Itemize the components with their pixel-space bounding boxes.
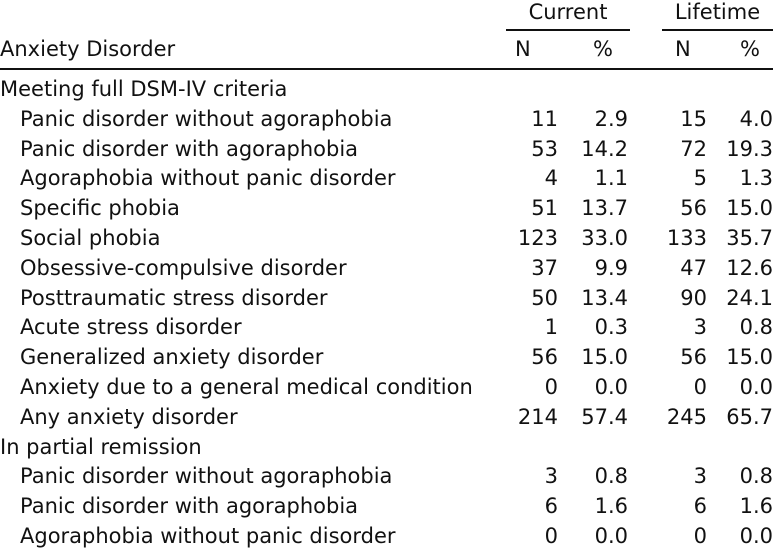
lifetime-pct-cell: 0.0 <box>739 375 773 399</box>
lifetime-pct-cell: 1.3 <box>739 166 773 191</box>
row-label: Panic disorder with agoraphobia <box>20 494 359 519</box>
table-row <box>0 402 773 432</box>
row-label: Anxiety due to a general medical condition <box>20 375 473 399</box>
row-label: Generalized anxiety disorder <box>20 345 324 370</box>
current-pct-cell: 13.7 <box>581 196 628 221</box>
current-n-cell: 6 <box>544 494 558 519</box>
lifetime-pct-cell: 0.8 <box>739 315 773 340</box>
lifetime-n-cell: 5 <box>693 166 707 191</box>
table-row <box>0 461 773 491</box>
current-pct-cell: 0.8 <box>594 464 628 489</box>
current-pct-cell: 0.3 <box>594 315 628 340</box>
table-row <box>0 342 773 372</box>
current-pct-cell: 13.4 <box>581 285 628 310</box>
row-label: Obsessive-compulsive disorder <box>20 255 347 280</box>
lifetime-pct-cell: 4.0 <box>739 106 773 131</box>
table-row <box>0 193 773 223</box>
current-n-cell: 53 <box>531 136 558 161</box>
table-row <box>0 104 773 134</box>
current-pct-cell: 14.2 <box>581 136 628 161</box>
table-row <box>0 491 773 521</box>
row-label: Panic disorder without agoraphobia <box>20 106 393 131</box>
lifetime-group-rule <box>662 29 773 31</box>
current-n-cell: 11 <box>531 106 558 131</box>
current-n-cell: 51 <box>531 196 558 221</box>
lifetime-n-cell: 6 <box>693 494 707 519</box>
lifetime-n-cell: 0 <box>693 375 707 399</box>
row-label: Panic disorder with agoraphobia <box>20 136 359 161</box>
section-header <box>0 74 773 104</box>
row-label: Agoraphobia without panic disorder <box>20 524 396 548</box>
current-n-cell: 0 <box>544 375 558 399</box>
lifetime-pct-cell: 12.6 <box>726 255 773 280</box>
column-header-lifetime-n: N <box>675 37 691 61</box>
lifetime-pct-cell: 35.7 <box>726 226 773 250</box>
current-n-cell: 37 <box>531 255 558 280</box>
table-row <box>0 223 773 253</box>
current-n-cell: 0 <box>544 524 558 548</box>
row-label: Any anxiety disorder <box>20 404 238 429</box>
current-pct-cell: 1.1 <box>594 166 628 191</box>
current-n-cell: 56 <box>531 345 558 370</box>
table-row <box>0 134 773 164</box>
section-title: Meeting full DSM-IV criteria <box>0 77 288 101</box>
lifetime-pct-cell: 24.1 <box>726 285 773 310</box>
current-n-cell: 123 <box>517 226 558 250</box>
column-header-lifetime-pct: % <box>740 37 760 61</box>
table-row <box>0 312 773 342</box>
lifetime-n-cell: 0 <box>693 524 707 548</box>
table-row <box>0 521 773 551</box>
column-header-disorder: Anxiety Disorder <box>0 37 176 61</box>
lifetime-pct-cell: 1.6 <box>739 494 773 519</box>
table-row <box>0 253 773 283</box>
current-group-rule <box>506 29 630 31</box>
current-pct-cell: 2.9 <box>594 106 628 131</box>
current-pct-cell: 57.4 <box>581 404 628 429</box>
lifetime-pct-cell: 19.3 <box>726 136 773 161</box>
current-pct-cell: 9.9 <box>594 255 628 280</box>
current-pct-cell: 15.0 <box>581 345 628 370</box>
lifetime-n-cell: 3 <box>693 315 707 340</box>
current-n-cell: 50 <box>531 285 558 310</box>
header-bottom-rule <box>0 68 773 70</box>
lifetime-pct-cell: 15.0 <box>726 196 773 221</box>
lifetime-pct-cell: 65.7 <box>726 404 773 429</box>
lifetime-group-header: Lifetime <box>674 0 761 24</box>
lifetime-pct-cell: 0.0 <box>739 524 773 548</box>
row-label: Specific phobia <box>20 196 180 221</box>
lifetime-pct-cell: 15.0 <box>726 345 773 370</box>
column-header-current-n: N <box>515 37 531 61</box>
current-n-cell: 3 <box>544 464 558 489</box>
lifetime-n-cell: 72 <box>680 136 707 161</box>
row-label: Posttraumatic stress disorder <box>20 285 328 310</box>
current-pct-cell: 0.0 <box>594 524 628 548</box>
lifetime-n-cell: 15 <box>680 106 707 131</box>
lifetime-n-cell: 133 <box>666 226 707 250</box>
table-row <box>0 163 773 193</box>
row-label: Social phobia <box>20 226 161 250</box>
section-header <box>0 432 773 462</box>
row-label: Panic disorder without agoraphobia <box>20 464 393 489</box>
lifetime-pct-cell: 0.8 <box>739 464 773 489</box>
lifetime-n-cell: 3 <box>693 464 707 489</box>
current-n-cell: 1 <box>544 315 558 340</box>
row-label: Acute stress disorder <box>20 315 242 340</box>
lifetime-n-cell: 56 <box>680 345 707 370</box>
current-pct-cell: 33.0 <box>581 226 628 250</box>
column-header-row <box>0 34 773 64</box>
row-label: Agoraphobia without panic disorder <box>20 166 396 191</box>
lifetime-n-cell: 90 <box>680 285 707 310</box>
section-title: In partial remission <box>0 434 202 459</box>
current-pct-cell: 1.6 <box>594 494 628 519</box>
current-pct-cell: 0.0 <box>594 375 628 399</box>
current-n-cell: 214 <box>517 404 558 429</box>
current-group-header: Current <box>528 0 608 24</box>
lifetime-n-cell: 245 <box>666 404 707 429</box>
table-row <box>0 283 773 313</box>
lifetime-n-cell: 47 <box>680 255 707 280</box>
lifetime-n-cell: 56 <box>680 196 707 221</box>
current-n-cell: 4 <box>544 166 558 191</box>
table-row <box>0 372 773 402</box>
column-header-current-pct: % <box>593 37 613 61</box>
